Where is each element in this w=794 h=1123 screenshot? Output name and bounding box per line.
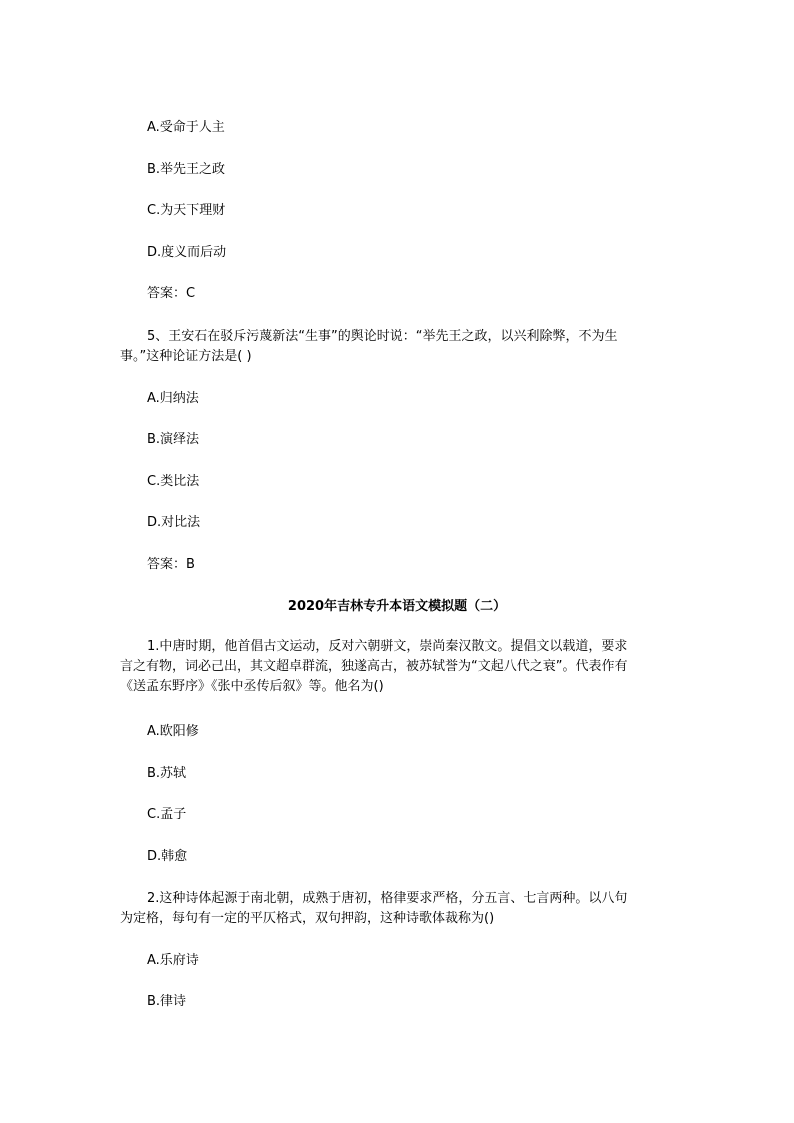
option-b: B.举先王之政 [147,162,226,177]
q1-option-c: C.孟子 [147,807,187,822]
question-5 [120,327,680,367]
q5-answer-line: 答案：B [147,557,195,572]
question-2-line-2: 为定格，每句有一定的平仄格式，双句押韵，这种诗歌体裁称为() [120,911,495,926]
q1-option-a: A.欧阳修 [147,724,199,739]
q5-option-a: A.归纳法 [147,391,199,406]
q2-option-b: B.律诗 [147,994,187,1009]
question-2 [120,889,680,929]
question-1-line-1: 1.中唐时期，他首倡古文运动，反对六朝骈文，崇尚秦汉散文。提倡文以载道，要求 [147,639,628,654]
q1-option-b: B.苏轼 [147,766,187,781]
question-5-line-2: 事。”这种论证方法是( ) [120,349,252,364]
q5-option-d: D.对比法 [147,515,201,530]
option-d: D.度义而后动 [147,245,227,260]
option-c: C.为天下理财 [147,203,226,218]
question-1-line-3: 《送孟东野序》《张中丞传后叙》等。他名为() [120,679,384,694]
question-1 [120,637,680,697]
section-title: 2020年吉林专升本语文模拟题（二） [287,599,507,614]
q5-option-b: B.演绎法 [147,432,200,447]
q1-option-d: D.韩愈 [147,849,188,864]
q2-option-a: A.乐府诗 [147,953,199,968]
q5-option-c: C.类比法 [147,474,200,489]
question-5-line-1: 5、王安石在驳斥污蔑新法“生事”的舆论时说：“举先王之政，以兴利除弊，不为生 [147,329,618,344]
question-1-line-2: 言之有物，词必己出，其文超卓群流，独遂高古，被苏轼誉为“文起八代之衰”。代表作有 [120,659,628,674]
answer-line: 答案：C [147,286,196,301]
option-a: A.受命于人主 [147,120,225,135]
question-2-line-1: 2.这种诗体起源于南北朝，成熟于唐初，格律要求严格，分五言、七言两种。以八句 [147,891,628,906]
